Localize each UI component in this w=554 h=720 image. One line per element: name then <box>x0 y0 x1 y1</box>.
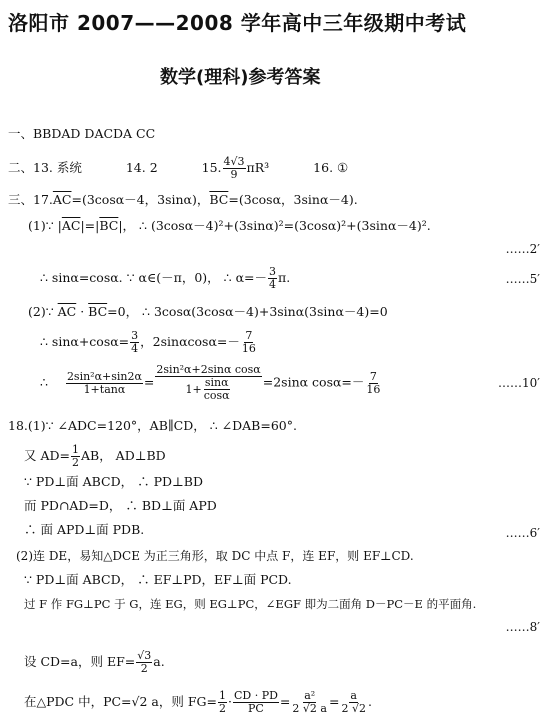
answer-line-9: 18.(1)∵ ∠ADC=120°，AB∥CD， ∴ ∠DAB=60°. <box>8 418 297 433</box>
answer-line-7: ∴ sinα+cosα= $\frac{3}{4}$ ，2sinαcosα=－ $\frac{7}{16}$ <box>40 329 256 355</box>
page-title: 洛阳市 2007——2008 学年高中三年级期中考试 <box>8 11 467 35</box>
answer-line-5: ∴ sinα=cosα. ∵ α∈(－π，0)， ∴ α=－ $\frac{3}{4}$ π. <box>40 265 291 291</box>
answer-line-4: (1)∵ $|\overline{AC}|=|\overline{BC}|$， ∴ (3cosα－4)²+(3sinα)²=(3cosα)²+(3sinα－4)². <box>28 218 431 233</box>
answer-line-15: ∵ PD⊥面 ABCD， ∴ EF⊥PD，EF⊥面 PCD. <box>24 572 292 587</box>
answer-line-3: 三、$17.\overline{AC}=(3\cos\alpha-4$，3sinα)，$\overline{BC}=(3\cos\alpha$，3sinα－4). <box>8 192 358 207</box>
answer-line-16: 过 F 作 FG⊥PC 于 G，连 EG，则 EG⊥PC，∠EGF 即为二面角 D－PC－E 的平面角. <box>24 597 477 611</box>
answer-line-11: ∵ PD⊥面 ABCD， ∴ PD⊥BD <box>24 474 203 489</box>
answer-line-8: ∴ $\frac{\text{2sin²α+sin2α}}{1+\tan\alpha}$ = 2sin²α+2sinα cosα 1+ $\frac{\sin\alpha}{\cos\alpha}$ =2sinα cosα=－ $\frac{7}{16}$ <box>40 363 381 402</box>
q15-fraction: $\frac{4√3}{9}$ <box>223 155 245 181</box>
answer-line-2 <box>8 156 348 181</box>
q14: 14. 2 <box>125 160 158 175</box>
q15-label: 15. <box>201 160 222 175</box>
page-subtitle: 数学(理科)参考答案 <box>160 67 321 88</box>
answer-line-14: (2)连 DE，易知△DCE 为正三角形，取 DC 中点 F，连 EF，则 EF⊥CD. <box>16 549 414 563</box>
answer-line-18: 在△PDC 中，PC=√2 a，则 FG= $\frac{1}{2}$ · $\frac{CD \cdot PD}{PC}$ = $\frac{\text{a²}}{2 √2 a}$ = $\frac{a}{2 √2}$ . <box>24 689 372 715</box>
answer-line-12: 而 PD∩AD=D， ∴ BD⊥面 APD <box>24 498 217 513</box>
score-mark: ……6′ <box>505 526 540 540</box>
score-mark: ……10′ <box>498 376 540 390</box>
score-mark: ……2′ <box>505 242 540 256</box>
answer-line-1: 一、BBDAD DACDA CC <box>8 126 156 141</box>
answer-line-17: 设 CD=a，则 EF= $\frac{√3}{2}$ a. <box>24 649 165 675</box>
q16: 16. ① <box>313 160 349 175</box>
q13: 二、13. 系统 <box>8 160 82 175</box>
answer-line-6: (2)∵ $\overline{AC} \cdot \overline{BC}=0$， ∴ 3cosα(3cosα－4)+3sinα(3sinα－4)=0 <box>28 304 388 319</box>
answer-line-10: 又 AD= $\frac{1}{2}$ AB， AD⊥BD <box>24 443 166 469</box>
score-mark: ……8′ <box>505 620 540 634</box>
q15-tail: πR³ <box>246 160 270 175</box>
answer-line-13: ∴ 面 APD⊥面 PDB. <box>24 522 145 537</box>
score-mark: ……5′ <box>505 272 540 286</box>
